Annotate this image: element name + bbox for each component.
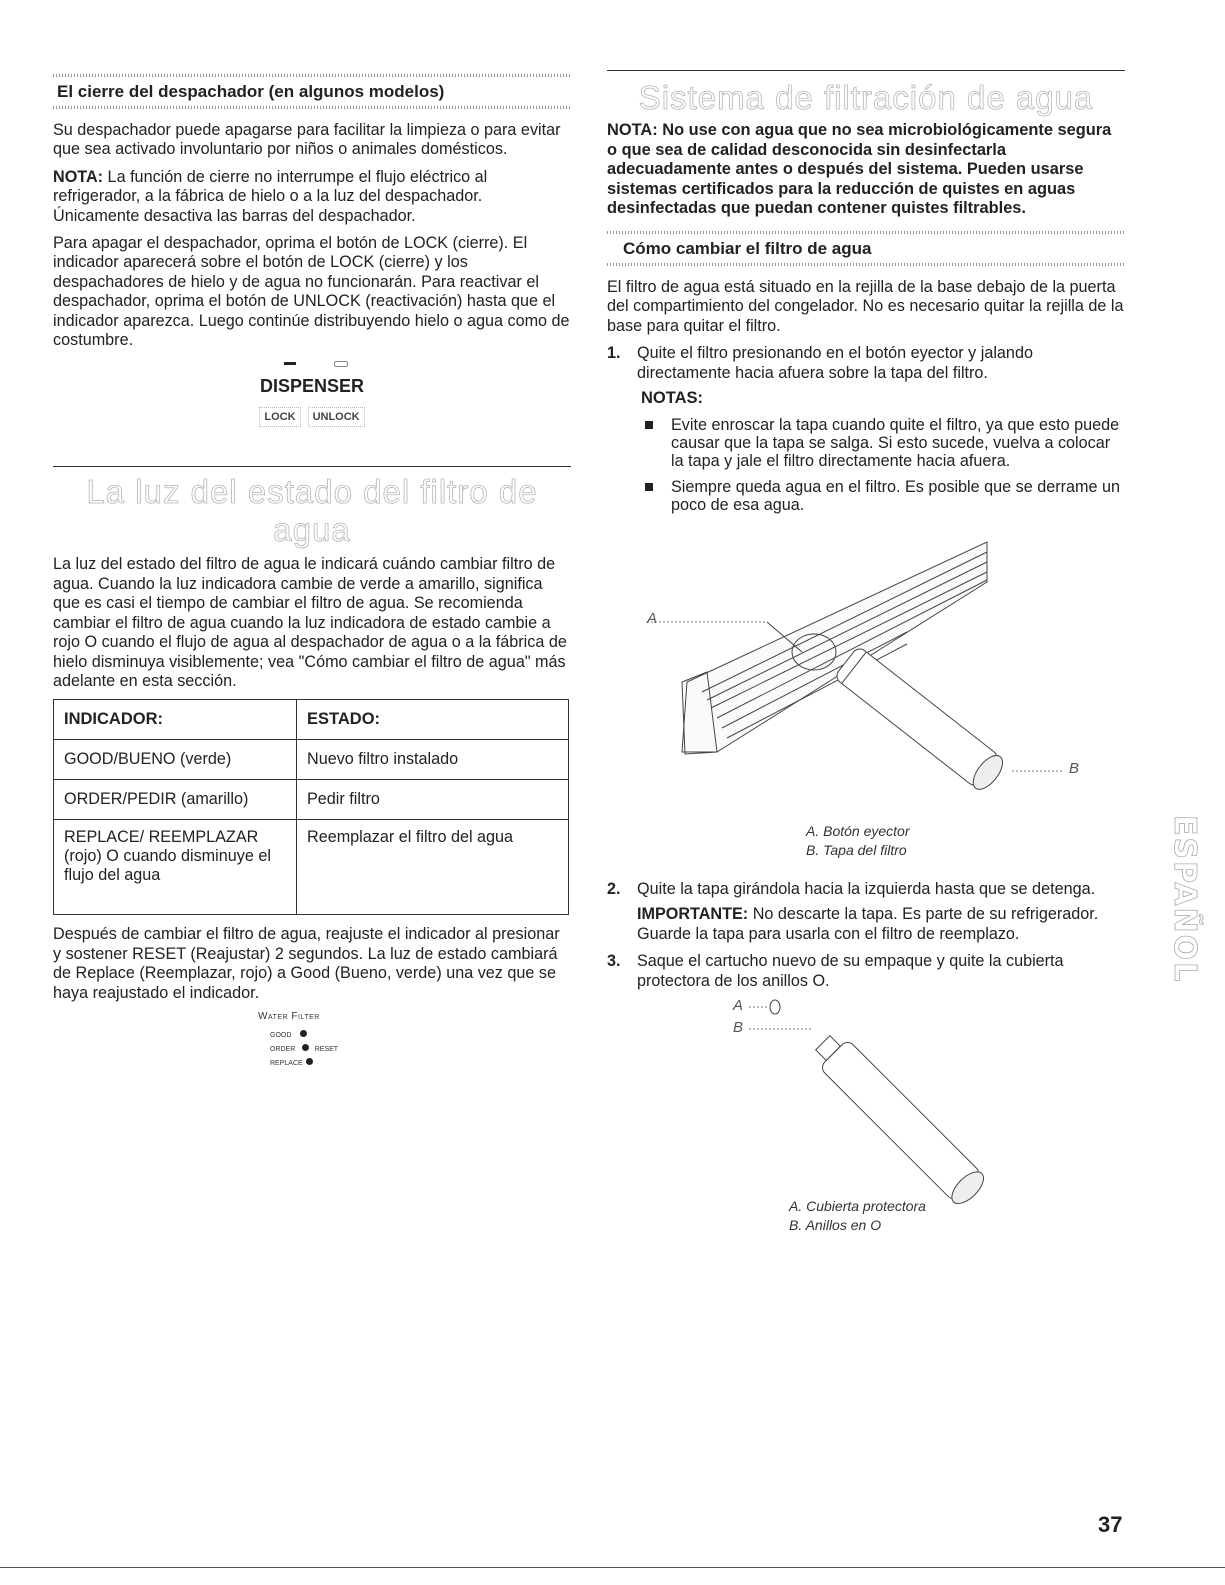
lock-button[interactable]: LOCK (259, 407, 300, 427)
step-number: 3. (607, 952, 621, 971)
bullet-text: Evite enroscar la tapa cuando quite el filtro, ya que esto puede causar que la tapa se salga. Si esto sucede, vuelva a colocar la tapa y jale el filtro directamente hacia afuera. (671, 416, 1120, 470)
change-filter-heading: Cómo cambiar el filtro de agua (623, 238, 872, 258)
change-paragraph: El filtro de agua está situado en la rejilla de la base debajo de la puerta del compartimiento del congelador. No es necesario quitar la rejilla de la base para quitar el filtro. (607, 277, 1124, 335)
water-filter-panel (258, 1011, 378, 1101)
table-header: INDICADOR: (54, 700, 297, 740)
note-bullet (637, 416, 1125, 470)
bullet-square-icon (645, 483, 653, 491)
reset-button[interactable]: RESET (314, 1045, 339, 1053)
table-row (54, 740, 569, 780)
table-cell: Pedir filtro (297, 780, 569, 820)
replace-light (306, 1058, 313, 1065)
table-cell: ORDER/PEDIR (amarillo) (54, 780, 297, 820)
step-text: Quite el filtro presionando en el botón eyector y jalando directamente hacia afuera sobre la tapa del filtro. (637, 344, 1033, 382)
caption-a: A. Botón eyector (806, 823, 910, 839)
filter-light-heading: La luz del estado del filtro de agua (86, 473, 538, 549)
table-cell: Nuevo filtro instalado (297, 740, 569, 780)
dispenser-indicators (53, 358, 571, 370)
right-column (607, 66, 1125, 1235)
figure-label-a: A (733, 997, 744, 1015)
figure-label-a: A (647, 610, 658, 627)
note-text: La función de cierre no interrumpe el flujo eléctrico al refrigerador, a la fábrica de hielo o a la luz del despachador. Únicamente desactiva las barras del despachador. (53, 167, 488, 225)
filtration-heading: Sistema de filtración de agua (638, 79, 1094, 116)
dispenser-title: DISPENSER (259, 376, 365, 397)
lock-buttons (53, 407, 571, 427)
lock-paragraph-1: Su despachador puede apagarse para facilitar la limpieza o para evitar que sea activado involuntario por niños o animales domésticos. (53, 121, 561, 159)
step-number: 1. (607, 344, 621, 363)
table-row (54, 820, 569, 915)
reset-paragraph: Después de cambiar el filtro de agua, reajuste el indicador al presionar y sostener RESET (Reajustar) 2 segundos. La luz de estado cambiará de Replace (Reemplazar, rojo) a Good (Bueno, verde) una vez que se haya reajustado el indicador. (53, 925, 560, 1002)
caption-b: B. Tapa del filtro (806, 842, 907, 858)
table-cell: Reemplazar el filtro del agua (297, 820, 569, 915)
indicator-table (53, 699, 569, 915)
section-rule (607, 70, 1125, 71)
filter-light-paragraph: La luz del estado del filtro de agua le indicará cuándo cambiar filtro de agua. Cuando la luz indicadora cambie de verde a amarillo, significa que es casi el tiempo de cambiar el filtro de agua. Se recomienda cambiar el filtro de agua cuando la luz indicadora de estado cambie a rojo O cuando el flujo de agua al despachador de agua o a la fábrica de hielo disminuya visiblemente; vea "Cómo cambiar el filtro de agua" más adelante en esta sección. (53, 555, 567, 690)
order-light (302, 1044, 309, 1051)
caption-a: A. Cubierta protectora (789, 1198, 926, 1215)
lock-note (53, 168, 571, 226)
svg-text:ESPAÑOL: ESPAÑOL (1167, 815, 1202, 984)
panel-good-row (270, 1030, 378, 1039)
side-tab-lettering (1155, 815, 1202, 1055)
step-1 (607, 344, 1125, 383)
lock-paragraph-3: Para apagar el despachador, oprima el botón de LOCK (cierre). El indicador aparecerá sobre el botón de LOCK (cierre) y los despachadores de hielo y de agua no funcionarán. Para reactivar el despachador, oprima el botón de UNLOCK (reactivación) hasta que el indicador aparezca. Luego continúe distribuyendo hielo o agua como de costumbre. (53, 234, 570, 350)
bullet-text: Siempre queda agua en el filtro. Es posible que se derrame un poco de esa agua. (671, 478, 1121, 514)
step-text: Saque el cartucho nuevo de su empaque y quite la cubierta protectora de los anillos O. (637, 952, 1064, 990)
figure-new-cartridge (607, 997, 1125, 1197)
panel-title: Water Filter (258, 1010, 320, 1022)
figure-label-b: B (1069, 760, 1080, 777)
order-label: ORDER (270, 1045, 296, 1053)
figure-ejector-button (607, 522, 1125, 822)
dotted-rule (607, 263, 1125, 266)
bullet-square-icon (645, 421, 653, 429)
note-bullet (637, 478, 1125, 514)
unlock-indicator (334, 361, 348, 367)
important-text: No descarte la tapa. Es parte de su refrigerador. Guarde la tapa para usarla con el filtro de reemplazo. (637, 905, 1099, 943)
step-2 (607, 880, 1125, 899)
good-label: GOOD (270, 1031, 292, 1039)
filtration-note: NOTA: No use con agua que no sea microbiológicamente segura o que sea de calidad desconocida sin desinfectarla adecuadamente antes o después del sistema. Pueden usarse sistemas certificados para la reducción de quistes en aguas desinfectadas que puedan contener quistes filtrables. (607, 121, 1112, 218)
left-column (53, 66, 571, 1101)
language-side-tab (1155, 815, 1202, 1055)
good-light (300, 1030, 307, 1037)
grille-filter-illustration (607, 522, 1125, 822)
table-cell: GOOD/BUENO (verde) (54, 740, 297, 780)
notas-label: NOTAS: (641, 389, 704, 407)
important-paragraph (637, 905, 1125, 944)
important-label: IMPORTANTE: (637, 905, 749, 924)
figure-label-b: B (733, 1019, 744, 1037)
section-rule (53, 466, 571, 467)
table-header-row (54, 700, 569, 740)
replace-label: REPLACE (270, 1059, 303, 1067)
step-number: 2. (607, 880, 621, 898)
unlock-button[interactable]: UNLOCK (308, 407, 365, 427)
dotted-rule (53, 106, 571, 109)
bottom-rule (0, 1567, 1225, 1568)
step-text: Quite la tapa girándola hacia la izquierda hasta que se detenga. (637, 880, 1096, 898)
page-number: 37 (1098, 1512, 1123, 1537)
lock-indicator (284, 362, 296, 365)
cartridge-illustration (607, 997, 1125, 1197)
table-cell: REPLACE/ REEMPLAZAR (rojo) O cuando disminuye el flujo del agua (54, 820, 297, 915)
figure-1-caption (806, 822, 1125, 860)
table-header: ESTADO: (297, 700, 569, 740)
table-row (54, 780, 569, 820)
caption-b: B. Anillos en O (789, 1217, 882, 1234)
dispenser-panel (53, 358, 571, 454)
step-3 (607, 952, 1125, 991)
panel-replace-row (270, 1058, 378, 1067)
note-label: NOTA: (53, 167, 104, 186)
lock-heading: El cierre del despachador (en algunos modelos) (57, 82, 445, 101)
panel-order-row (270, 1044, 378, 1053)
